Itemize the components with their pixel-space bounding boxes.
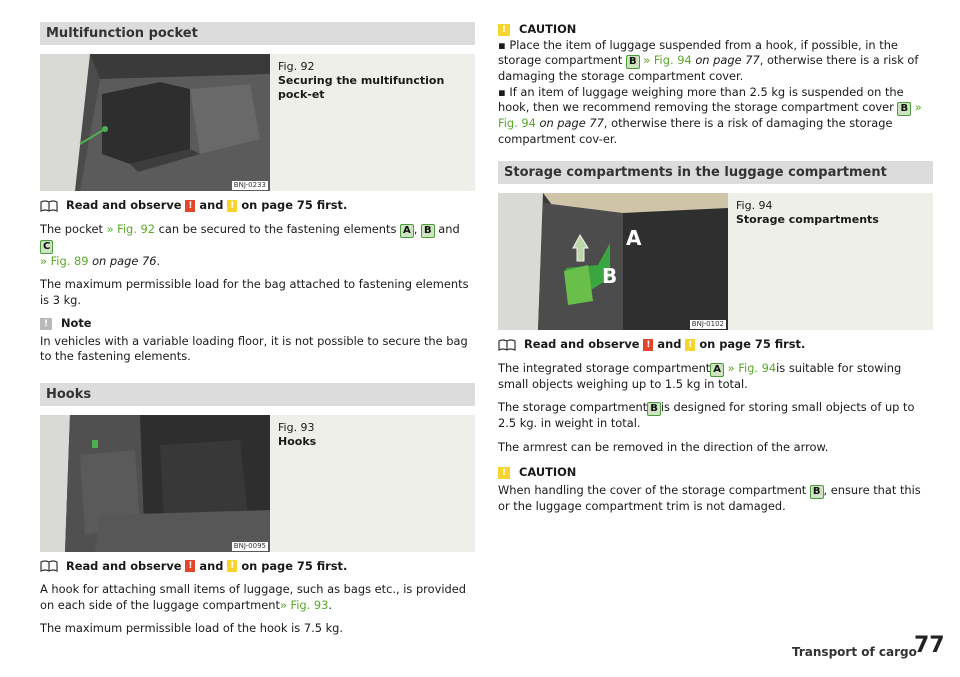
observe-and: and xyxy=(199,198,224,212)
warning-red-icon: ! xyxy=(643,339,653,351)
caution-label: CAUTION xyxy=(519,22,577,36)
paragraph-compartment-a: The integrated storage compartment A » Fig. 94is suitable for stowing small objects weighing up to 1.5 kg in total. xyxy=(498,360,902,391)
left-column xyxy=(40,22,475,637)
figure-94 xyxy=(498,193,933,330)
figure-number: Fig. 93 xyxy=(278,420,315,434)
key-a: A xyxy=(710,363,724,377)
caution-bullet-1: ▪ Place the item of luggage suspended from a hook, if possible, in the storage compartment B » Fig. 94 on page 77, otherwise there is a risk of damaging the storage compartment cover. xyxy=(498,38,933,85)
fig-link[interactable]: » Fig. 92 xyxy=(106,221,156,236)
key-b: B xyxy=(810,485,824,499)
note-heading xyxy=(40,316,475,332)
figure-caption xyxy=(270,415,324,552)
caution-label: CAUTION xyxy=(519,465,577,479)
observe-and: and xyxy=(199,558,224,573)
paragraph-hook: A hook for attaching small items of luggage, such as bags etc., is provided on each side of the luggage compartment» Fig. 93. xyxy=(40,582,466,612)
figure-caption xyxy=(728,193,887,330)
section-heading-storage: Storage compartments in the luggage compartment xyxy=(498,161,933,184)
figure-92-image xyxy=(40,54,270,191)
figure-title: Hooks xyxy=(278,434,317,448)
observe-page-ref: on page 75 first. xyxy=(241,198,348,212)
fig-link[interactable]: » Fig. 94 xyxy=(724,360,777,375)
figure-caption xyxy=(270,54,475,191)
label-a: A xyxy=(626,226,642,250)
key-b: B xyxy=(647,402,661,416)
figure-93 xyxy=(40,415,475,552)
paragraph-compartment-b: The storage compartment B is designed for storing small objects of up to 2.5 kg. in weight in total. xyxy=(498,400,915,430)
footer-section-title: Transport of cargo xyxy=(792,645,917,659)
warning-yellow-icon: ! xyxy=(227,200,237,212)
caution-icon: ! xyxy=(498,24,510,36)
key-a: A xyxy=(400,224,414,238)
fig-link[interactable]: » Fig. 94 xyxy=(498,100,922,130)
paragraph-hook-load: The maximum permissible load of the hook is 7.5 kg. xyxy=(40,621,344,635)
section-heading-multifunction-pocket: Multifunction pocket xyxy=(40,22,475,45)
fig-link[interactable]: » Fig. 93 xyxy=(279,597,329,612)
figure-number: Fig. 92 xyxy=(278,60,315,73)
book-icon xyxy=(40,200,58,212)
warning-red-icon: ! xyxy=(185,560,195,572)
paragraph-max-load: The maximum permissible load for the bag attached to fastening elements is 3 kg. xyxy=(40,277,469,307)
fig-link[interactable]: » Fig. 89 xyxy=(40,253,89,268)
figure-code: BNJ-0102 xyxy=(691,320,724,328)
note-icon: ! xyxy=(40,318,52,330)
figure-number: Fig. 94 xyxy=(736,199,773,212)
figure-93-image xyxy=(40,415,270,552)
caution-bullet-2: ▪ If an item of luggage weighing more than 2.5 kg is suspended on the hook, then we recommend removing the storage compartment cover B » Fig. 94 on page 77, otherwise there is a risk of damaging the storage compartment cov-er. xyxy=(498,85,933,148)
figure-92 xyxy=(40,54,475,191)
warning-red-icon: ! xyxy=(185,200,195,212)
warning-yellow-icon: ! xyxy=(227,560,237,572)
label-b: B xyxy=(602,264,618,288)
figure-94-image xyxy=(498,193,728,330)
read-observe-line xyxy=(498,337,933,353)
observe-text: Read and observe xyxy=(66,558,182,573)
observe-page-ref: on page 75 first. xyxy=(241,558,348,573)
book-icon xyxy=(498,339,516,351)
caution-icon: ! xyxy=(498,467,510,479)
key-b: B xyxy=(897,102,911,116)
warning-yellow-icon: ! xyxy=(685,339,695,351)
read-observe-line xyxy=(40,198,475,214)
key-b: B xyxy=(421,224,435,238)
paragraph-pocket: The pocket » Fig. 92 can be secured to the fastening elements A , B and C » Fig. 89 on page 76. xyxy=(40,221,460,268)
book-icon xyxy=(40,560,58,572)
caution-text: When handling the cover of the storage compartment B , ensure that this or the luggage compartment trim is not damaged. xyxy=(498,482,921,513)
figure-title: Storage compartments xyxy=(736,213,879,226)
key-b: B xyxy=(626,55,640,69)
figure-title: Securing the multifunction pock-et xyxy=(278,74,445,101)
right-column xyxy=(498,22,933,514)
observe-text: Read and observe xyxy=(66,198,182,212)
note-text: In vehicles with a variable loading floor, it is not possible to secure the bag to the fastening elements. xyxy=(40,333,468,363)
figure-code: BNJ-0233 xyxy=(233,181,266,189)
observe-text: Read and observe xyxy=(524,337,640,351)
section-heading-hooks: Hooks xyxy=(40,383,475,406)
figure-code: BNJ-0095 xyxy=(233,541,266,550)
caution-heading xyxy=(498,22,933,38)
fig-link[interactable]: » Fig. 94 xyxy=(639,53,692,67)
note-label: Note xyxy=(61,316,92,330)
key-c: C xyxy=(40,240,53,254)
page-number: 77 xyxy=(914,633,945,658)
observe-page-ref: on page 75 first. xyxy=(699,337,806,351)
read-observe-line xyxy=(40,559,475,575)
caution-heading xyxy=(498,465,933,481)
observe-and: and xyxy=(657,337,682,351)
paragraph-armrest: The armrest can be removed in the direction of the arrow. xyxy=(498,439,829,454)
